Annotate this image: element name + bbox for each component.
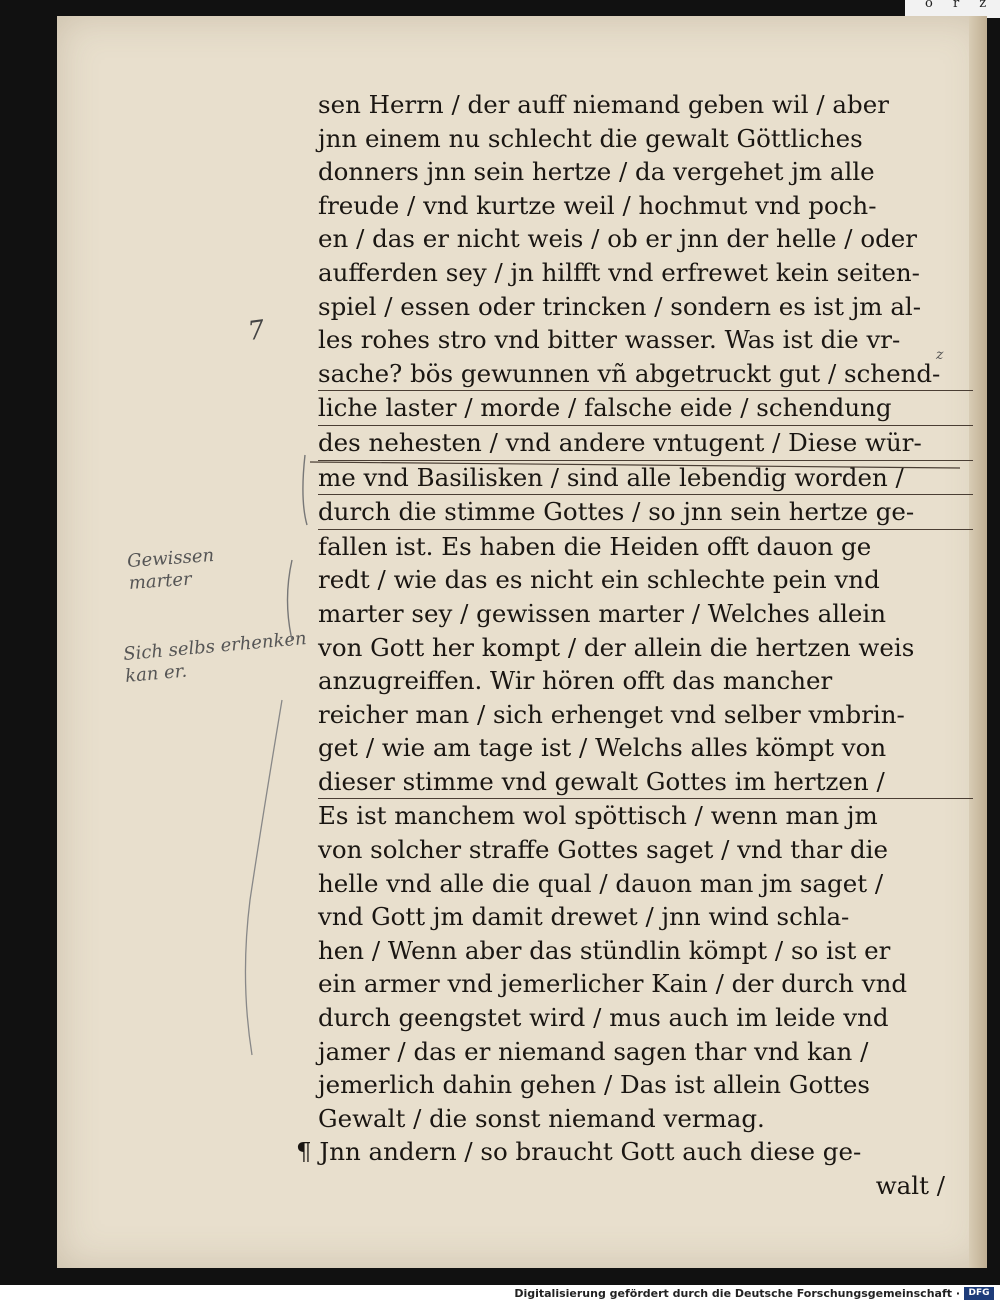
text-line-underlined: sache? bös gewunnen vñ abgetruckt gut / schend- (318, 357, 973, 392)
text-line: von solcher straffe Gottes saget / vnd thar die (318, 835, 888, 865)
margin-note-handwritten: Sich selbs erhenken kan er. (122, 628, 308, 687)
text-line: donners jnn sein hertze / da vergehet jm alle (318, 157, 875, 187)
text-line-underlined: des nehesten / vnd andere vntugent / Diese wür- (318, 426, 973, 461)
text-line: fallen ist. Es haben die Heiden offt dauon ge (318, 531, 872, 561)
catchword-line: walt / (875, 1171, 945, 1200)
text-line: ein armer vnd jemerlicher Kain / der durch vnd (318, 969, 908, 999)
margin-note-numeral: 7 (245, 314, 267, 348)
text-line: spiel / essen oder trincken / sondern es ist jm al- (318, 291, 922, 321)
text-line-underlined: liche laster / morde / falsche eide / schendung (318, 391, 973, 426)
text-line: les rohes stro vnd bitter wasser. Was ist die vr- (318, 325, 901, 355)
text-line: Gewalt / die sonst niemand vermag. (318, 1103, 765, 1133)
text-line: en / das er nicht weis / ob er jnn der helle / oder (318, 224, 917, 254)
text-line: freude / vnd kurtze weil / hochmut vnd poch- (318, 190, 877, 220)
text-line-underlined: durch die stimme Gottes / so jnn sein hertze ge- (318, 495, 973, 530)
paragraph-start-line: ¶ Jnn andern / so braucht Gott auch diese ge- (296, 1137, 862, 1167)
adjacent-page-fragment: o r z (925, 0, 995, 11)
text-line: sen Herrn / der auff niemand geben wil / aber (318, 90, 889, 119)
text-line-underlined: me vnd Basilisken / sind alle lebendig worden / (318, 461, 973, 496)
text-line: vnd Gott jm damit drewet / jnn wind schla- (318, 902, 850, 932)
text-line: jamer / das er niemand sagen thar vnd kan / (318, 1036, 869, 1066)
text-line: aufferden sey / jn hilfft vnd erfrewet kein seiten- (318, 257, 920, 287)
text-line: Es ist manchem wol spöttisch / wenn man jm (318, 801, 878, 831)
text-line: von Gott her kompt / der allein die hertzen weis (318, 632, 915, 662)
text-line: reicher man / sich erhenget vnd selber vmbrin- (318, 699, 905, 729)
footer-bar (0, 1285, 1000, 1303)
text-line: hen / Wenn aber das stündlin kömpt / so ist er (318, 935, 891, 965)
text-line: jnn einem nu schlecht die gewalt Göttliches (318, 123, 863, 153)
text-line: jemerlich dahin gehen / Das ist allein Gottes (318, 1070, 870, 1100)
footer-credit: Digitalisierung gefördert durch die Deutsche Forschungsgemeinschaft · (514, 1287, 960, 1300)
text-line-underlined: dieser stimme vnd gewalt Gottes im hertzen / (318, 765, 973, 800)
margin-note-handwritten: Gewissen marter (126, 545, 215, 594)
dfg-logo: DFG (964, 1287, 994, 1300)
margin-note-edge: z (936, 347, 944, 363)
text-line: marter sey / gewissen marter / Welches allein (318, 598, 887, 628)
text-line: durch geengstet wird / mus auch im leide vnd (318, 1003, 889, 1033)
text-line: anzugreiffen. Wir hören offt das mancher (318, 666, 833, 696)
text-line: helle vnd alle die qual / dauon man jm saget / (318, 868, 884, 898)
body-text (296, 88, 973, 1203)
text-line: redt / wie das es nicht ein schlechte pein vnd (318, 565, 880, 595)
text-line: get / wie am tage ist / Welchs alles kömpt von (318, 733, 887, 763)
